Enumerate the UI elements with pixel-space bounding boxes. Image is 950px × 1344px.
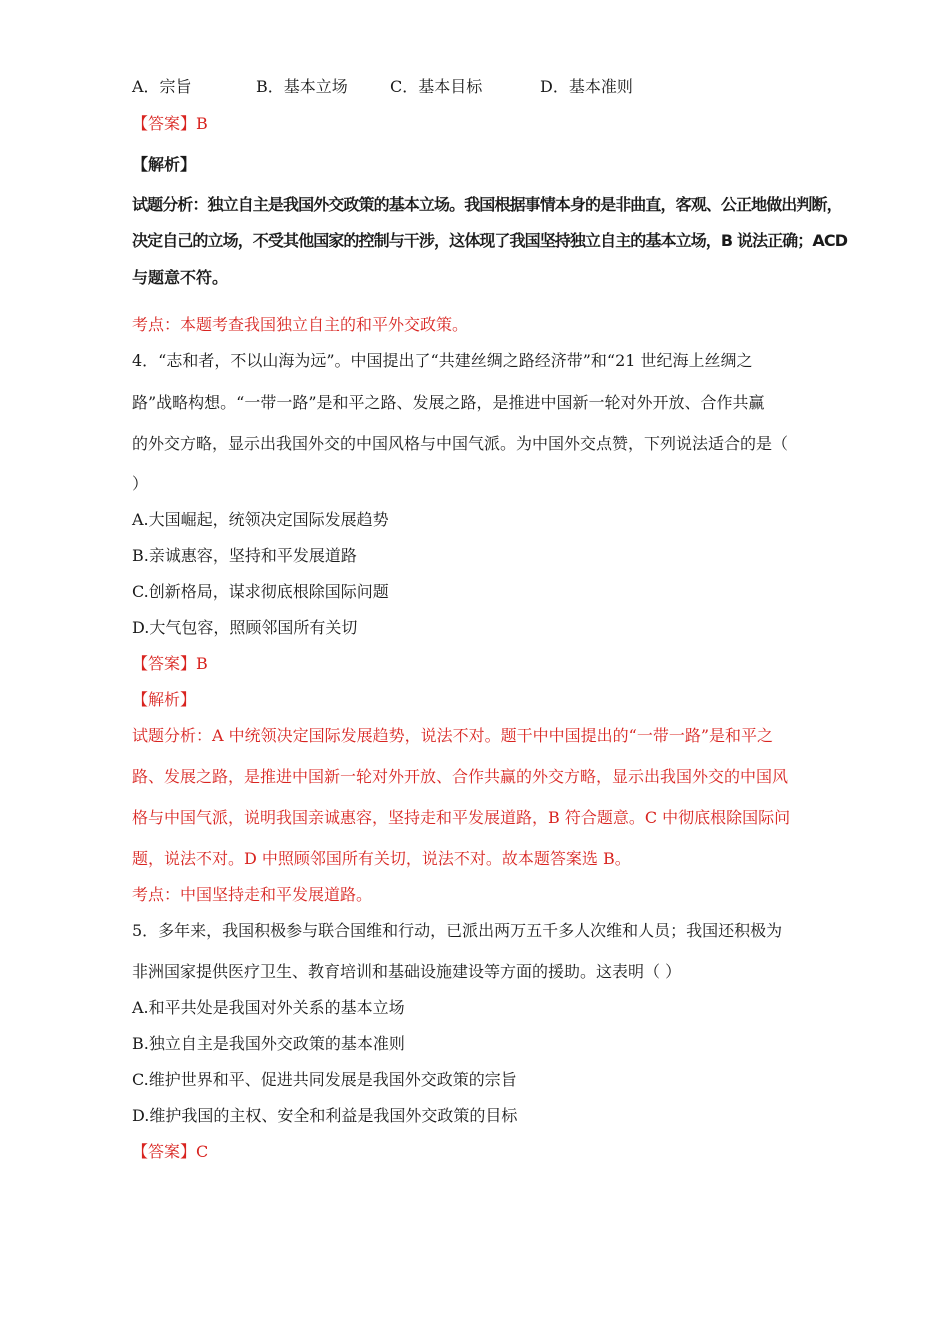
q3-answer: [132, 113, 208, 135]
q3-option-b: B．基本立场: [256, 77, 348, 96]
q4-analysis-line-2: 路、发展之路，是推进中国新一轮对外开放、合作共赢的外交方略，显示出我国外交的中国风: [132, 767, 789, 786]
q4-kaodian: 考点：中国坚持走和平发展道路。: [132, 885, 373, 904]
q5-option-c: C.维护世界和平、促进共同发展是我国外交政策的宗旨: [132, 1070, 517, 1089]
q5-option-d: D.维护我国的主权、安全和利益是我国外交政策的目标: [132, 1106, 518, 1125]
q3-analysis-line-3: 与题意不符。: [132, 268, 229, 287]
q4-option-b: B.亲诚惠容，坚持和平发展道路: [132, 546, 357, 565]
q4-option-a: A.大国崛起，统领决定国际发展趋势: [132, 510, 389, 529]
q4-analysis-line-4: 题，说法不对。D 中照顾邻国所有关切，说法不对。故本题答案选 B。: [132, 849, 631, 868]
q4-analysis-heading: 【解析】: [132, 690, 197, 709]
q5-stem-line-2: 非洲国家提供医疗卫生、教育培训和基础设施建设等方面的援助。这表明（ ）: [132, 962, 682, 981]
q4-option-c: C.创新格局，谋求彻底根除国际问题: [132, 582, 389, 601]
q3-option-d: D．基本准则: [540, 77, 633, 96]
q4-option-d: D.大气包容，照顾邻国所有关切: [132, 618, 358, 637]
q3-kaodian: 考点：本题考查我国独立自主的和平外交政策。: [132, 315, 469, 334]
q5-option-b: B.独立自主是我国外交政策的基本准则: [132, 1034, 405, 1053]
q4-answer: [132, 653, 208, 675]
q4-stem-line-1: 4．“志和者，不以山海为远”。中国提出了“共建丝绸之路经济带”和“21 世纪海上丝绸之: [132, 351, 753, 370]
q3-analysis-line-2: 决定自己的立场，不受其他国家的控制与干涉，这体现了我国坚持独立自主的基本立场，B 说法正确；ACD: [132, 231, 848, 250]
q5-option-a: A.和平共处是我国对外关系的基本立场: [132, 998, 405, 1017]
q3-option-c: C．基本目标: [390, 77, 483, 96]
q4-analysis-line-3: 格与中国气派，说明我国亲诚惠容，坚持走和平发展道路，B 符合题意。C 中彻底根除国际问: [132, 808, 791, 827]
q5-stem-line-1: 5．多年来，我国积极参与联合国维和行动，已派出两万五千多人次维和人员；我国还积极为: [132, 921, 783, 940]
q4-stem-line-3: 的外交方略，显示出我国外交的中国风格与中国气派。为中国外交点赞，下列说法适合的是（: [132, 434, 789, 453]
answer-value: B: [196, 114, 208, 133]
q5-answer: [132, 1141, 208, 1163]
q3-analysis-line-1: 试题分析：独立自主是我国外交政策的基本立场。我国根据事情本身的是非曲直，客观、公正地做出判断，: [132, 195, 842, 214]
q4-stem-line-4: ）: [132, 474, 149, 493]
q4-stem-line-2: 路”战略构想。“一带一路”是和平之路、发展之路，是推进中国新一轮对外开放、合作共赢: [132, 393, 765, 412]
answer-value: B: [196, 654, 208, 673]
answer-value: C: [196, 1142, 209, 1161]
q3-option-a: A．宗旨: [132, 77, 192, 96]
answer-tag: 【答案】: [132, 114, 197, 133]
answer-tag: 【答案】: [132, 654, 197, 673]
q3-analysis-heading: 【解析】: [132, 155, 197, 174]
q4-analysis-line-1: 试题分析：A 中统领决定国际发展趋势，说法不对。题干中中国提出的“一带一路”是和平之: [132, 726, 774, 745]
answer-tag: 【答案】: [132, 1142, 197, 1161]
